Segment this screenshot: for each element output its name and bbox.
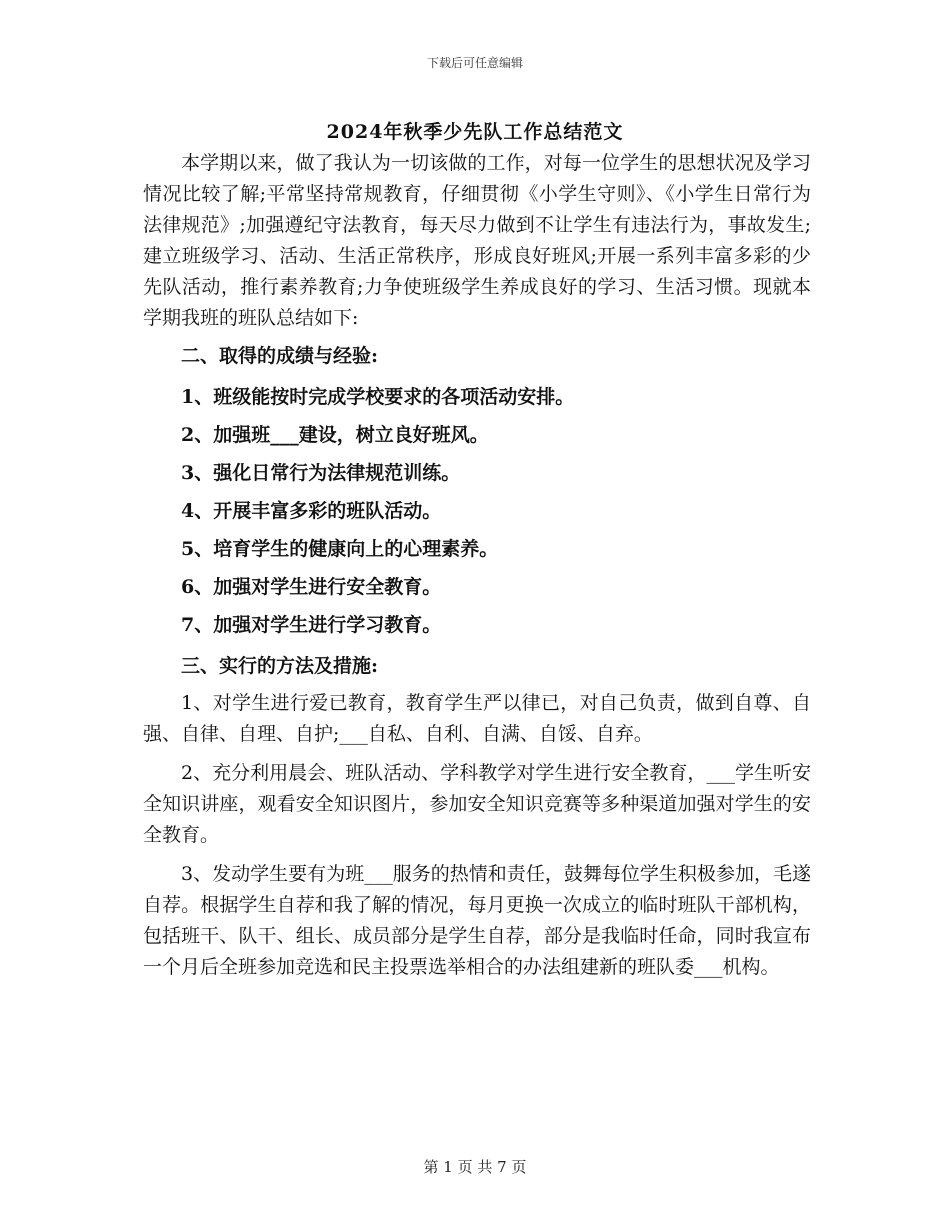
header-note: 下载后可任意编辑 [426,56,523,70]
page-number-footer: 第 1 页 共 7 页 [423,1158,527,1176]
measure-paragraph: 2、充分利用晨会、班队活动、学科教学对学生进行安全教育，___学生听安全知识讲座，观看安全知识图片，参加安全知识竞赛等多种渠道加强对学生的安全教育。 [143,762,811,846]
paragraph-gap [143,750,811,758]
list-item: 4、开展丰富多彩的班队活动。 [181,500,442,522]
list-item: 6、加强对学生进行安全教育。 [181,576,442,598]
list-item: 3、强化日常行为法律规范训练。 [181,462,461,484]
list-item: 2、加强班___建设，树立良好班风。 [181,424,489,446]
list-item: 1、班级能按时完成学校要求的各项活动安排。 [181,386,575,408]
paragraph-gap [143,851,811,859]
document-body [143,148,811,983]
list-item: 5、培育学生的健康向上的心理素养。 [181,538,499,560]
page-title: 2024年秋季少先队工作总结范文 [326,121,624,143]
list-item: 7、加强对学生进行学习教育。 [181,614,442,636]
section-3-heading: 三、实行的方法及措施: [181,655,379,677]
intro-paragraph: 本学期以来，做了我认为一切该做的工作，对每一位学生的思想状况及学习情况比较了解;平常坚持常规教育，仔细贯彻《小学生守则》、《小学生日常行为法律规范》;加强遵纪守法教育，每天尽力做到不让学生有违法行为，事故发生;建立班级学习、活动、生活正常秩序，形成良好班风;开展一系列丰富多彩的少先队活动，推行素养教育;力争使班级学生养成良好的学习、生活习惯。现就本学期我班的班队总结如下: [143,152,811,329]
measure-paragraph: 1、对学生进行爱已教育，教育学生严以律已，对自己负责，做到自尊、自强、自律、自理、自护;___自私、自利、自满、自馁、自弃。 [143,692,811,745]
measure-paragraph: 3、发动学生要有为班___服务的热情和责任，鼓舞每位学生积极参加，毛遂自荐。根据学生自荐和我了解的情况，每月更换一次成立的临时班队干部机构，包括班干、队干、组长、成员部分是学生自荐，部分是我临时任命，同时我宣布一个月后全班参加竞选和民主投票选举相合的办法组建新的班队委___机构。 [143,863,811,978]
section-2-heading: 二、取得的成绩与经验: [181,345,379,367]
